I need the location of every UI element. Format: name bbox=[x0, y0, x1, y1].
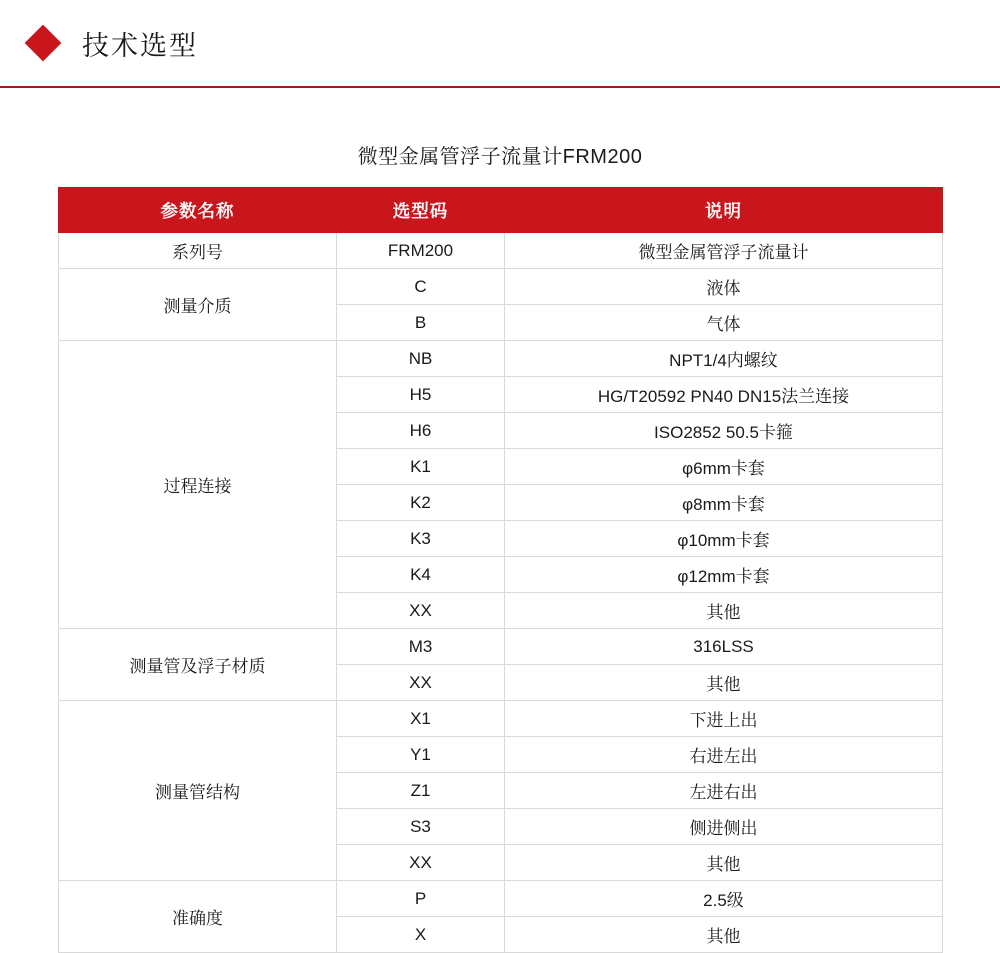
code-cell: Y1 bbox=[337, 737, 505, 773]
code-cell: B bbox=[337, 305, 505, 341]
table-row bbox=[59, 881, 943, 917]
description-cell: ISO2852 50.5卡箍 bbox=[505, 413, 943, 449]
code-cell: K1 bbox=[337, 449, 505, 485]
code-cell: C bbox=[337, 269, 505, 305]
code-cell: XX bbox=[337, 845, 505, 881]
parameter-name-cell: 系列号 bbox=[59, 233, 337, 269]
description-cell: 微型金属管浮子流量计 bbox=[505, 233, 943, 269]
description-cell: 下进上出 bbox=[505, 701, 943, 737]
table-row bbox=[59, 269, 943, 305]
table-header-row bbox=[59, 188, 943, 233]
code-cell: K4 bbox=[337, 557, 505, 593]
description-cell: 2.5级 bbox=[505, 881, 943, 917]
parameter-name-cell: 准确度 bbox=[59, 881, 337, 953]
description-cell: HG/T20592 PN40 DN15法兰连接 bbox=[505, 377, 943, 413]
description-cell: 侧进侧出 bbox=[505, 809, 943, 845]
table-caption: 微型金属管浮子流量计FRM200 bbox=[357, 146, 643, 168]
code-cell: K2 bbox=[337, 485, 505, 521]
description-cell: NPT1/4内螺纹 bbox=[505, 341, 943, 377]
description-cell: φ12mm卡套 bbox=[505, 557, 943, 593]
selection-code-table bbox=[58, 187, 943, 953]
table-row bbox=[59, 629, 943, 665]
parameter-name-cell: 过程连接 bbox=[59, 341, 337, 629]
description-cell: φ6mm卡套 bbox=[505, 449, 943, 485]
code-cell: M3 bbox=[337, 629, 505, 665]
description-cell: 气体 bbox=[505, 305, 943, 341]
column-header-description: 说明 bbox=[505, 188, 943, 233]
description-cell: 液体 bbox=[505, 269, 943, 305]
description-cell: 其他 bbox=[505, 665, 943, 701]
code-cell: H6 bbox=[337, 413, 505, 449]
parameter-name-cell: 测量管及浮子材质 bbox=[59, 629, 337, 701]
table-row bbox=[59, 233, 943, 269]
column-header-parameter: 参数名称 bbox=[59, 188, 337, 233]
parameter-name-cell: 测量管结构 bbox=[59, 701, 337, 881]
table-body bbox=[59, 233, 943, 953]
diamond-bullet-icon bbox=[25, 25, 62, 62]
parameter-name-cell: 测量介质 bbox=[59, 269, 337, 341]
description-cell: 其他 bbox=[505, 917, 943, 953]
table-row bbox=[59, 341, 943, 377]
description-cell: 316LSS bbox=[505, 629, 943, 665]
description-cell: φ10mm卡套 bbox=[505, 521, 943, 557]
code-cell: S3 bbox=[337, 809, 505, 845]
code-cell: X1 bbox=[337, 701, 505, 737]
code-cell: X bbox=[337, 917, 505, 953]
page-title: 技术选型 bbox=[82, 30, 198, 61]
description-cell: 左进右出 bbox=[505, 773, 943, 809]
code-cell: NB bbox=[337, 341, 505, 377]
code-cell: Z1 bbox=[337, 773, 505, 809]
description-cell: φ8mm卡套 bbox=[505, 485, 943, 521]
code-cell: P bbox=[337, 881, 505, 917]
description-cell: 右进左出 bbox=[505, 737, 943, 773]
code-cell: XX bbox=[337, 593, 505, 629]
code-cell: XX bbox=[337, 665, 505, 701]
description-cell: 其他 bbox=[505, 593, 943, 629]
page-header bbox=[0, 0, 1000, 88]
code-cell: H5 bbox=[337, 377, 505, 413]
table-row bbox=[59, 701, 943, 737]
description-cell: 其他 bbox=[505, 845, 943, 881]
code-cell: FRM200 bbox=[337, 233, 505, 269]
column-header-code: 选型码 bbox=[337, 188, 505, 233]
code-cell: K3 bbox=[337, 521, 505, 557]
spec-table-section bbox=[0, 140, 1000, 953]
